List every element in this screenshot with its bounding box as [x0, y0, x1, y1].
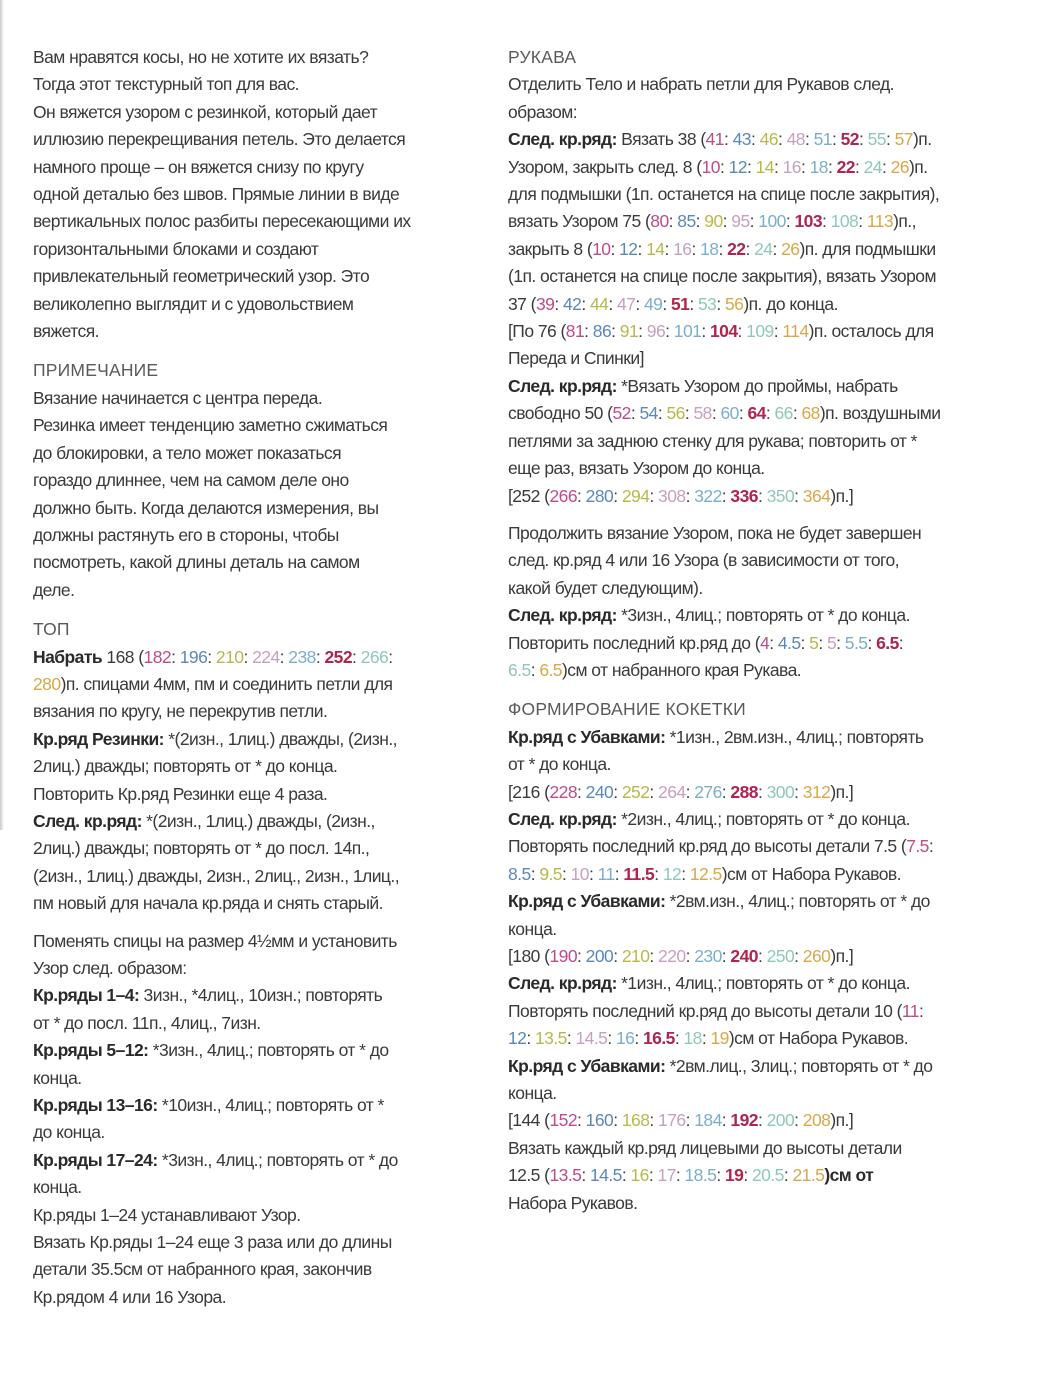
- text-line: Повторять последний кр.ряд до высоты детали 10 (11:: [508, 1000, 924, 1021]
- text-fragment: вязать Узором 75 (: [508, 211, 651, 232]
- text-fragment: )см от Набора Рукавов.: [728, 1028, 909, 1049]
- left-column: [33, 44, 491, 1311]
- text-line: [33, 982, 491, 1009]
- text-fragment: )п.,: [893, 211, 916, 232]
- size-value: 11: [597, 863, 615, 884]
- size-value: 200: [766, 1110, 795, 1131]
- text-line: (2изн., 1лиц.) дважды, 2изн., 2лиц., 2изн., 1лиц.,: [33, 865, 400, 886]
- text-fragment: )п.]: [830, 1110, 854, 1131]
- size-value: 8.5: [508, 863, 531, 884]
- text-line: свободно 50 (52: 54: 56: 58: 60: 64: 66: 68)п. воздушными: [508, 403, 941, 424]
- size-value: 14.5: [575, 1028, 608, 1049]
- text-line: Узором, закрыть след. 8 (10: 12: 14: 16: 18: 22: 24: 26)п.: [508, 156, 928, 177]
- text-fragment: закрыть 8 (: [508, 238, 593, 259]
- size-value: 12: [619, 238, 638, 259]
- text-line: от * до посл. 11п., 4лиц., 7изн.: [33, 1012, 261, 1033]
- size-value: 10: [701, 156, 720, 177]
- text-line: конца.: [508, 1083, 557, 1104]
- text-line: деле.: [33, 579, 75, 600]
- text-line: [508, 602, 1036, 629]
- text-line: [216 (228: 240: 252: 264: 276: 288: 300: 312)п.]: [508, 781, 854, 802]
- size-value: 42: [562, 293, 582, 314]
- size-value: 16: [673, 238, 692, 259]
- size-value: 21.5: [792, 1165, 825, 1186]
- size-value: 266: [549, 485, 578, 506]
- text-line: вертикальных полос разбиты пересекающими их: [33, 211, 411, 232]
- instruction-label: Кр.ряды 5–12:: [33, 1040, 149, 1061]
- instruction-label: След. кр.ряд:: [508, 605, 617, 626]
- size-value: 24: [754, 238, 773, 259]
- text-fragment: )п.]: [830, 485, 854, 506]
- size-value: 260: [802, 946, 831, 966]
- size-value: 39: [535, 293, 555, 314]
- text-fragment: *3изн., 4лиц.; повторять от * до: [157, 1149, 398, 1170]
- text-line: должны растянуть его в стороны, чтобы: [33, 524, 339, 545]
- text-line: образом:: [508, 101, 578, 122]
- size-value: 266: [360, 646, 389, 667]
- text-line: Поменять спицы на размер 4½мм и установить: [33, 930, 397, 951]
- text-line: [180 (190: 200: 210: 220: 230: 240: 250: 260)п.]: [508, 946, 854, 966]
- size-value: 322: [694, 485, 722, 506]
- size-value: 57: [894, 129, 913, 150]
- size-value: 52: [840, 129, 859, 150]
- text-fragment: )п.: [912, 129, 932, 150]
- size-value: 294: [621, 485, 650, 506]
- size-value: 280: [33, 673, 61, 694]
- text-line: Вязать Кр.ряды 1–24 еще 3 раза или до длины: [33, 1232, 392, 1253]
- text-line: иллюзию перекрещивания петель. Это делается: [33, 129, 406, 150]
- pattern-rows-paragraph: [33, 928, 491, 1312]
- text-fragment: Повторять последний кр.ряд до высоты детали 10 (: [508, 1000, 902, 1021]
- text-line: Повторять последний кр.ряд до высоты детали 7.5 (7.5:: [508, 836, 934, 857]
- text-line: детали 35.5см от набранного края, закончив: [33, 1259, 372, 1280]
- size-value: 168: [621, 1110, 650, 1131]
- size-value: 252: [621, 781, 650, 802]
- size-value: 336: [730, 485, 758, 506]
- size-value: 51: [813, 129, 832, 150]
- cast-on-paragraph: [33, 644, 491, 918]
- text-line: [По 76 (81: 86: 91: 96: 101: 104: 109: 114)п. осталось для: [508, 321, 934, 342]
- text-fragment: [По 76 (: [508, 321, 566, 342]
- size-value: 44: [589, 293, 609, 314]
- text-line: След. кр.ряд: Вязать 38 (41: 43: 46: 48: 51: 52: 55: 57)п.: [508, 129, 932, 150]
- size-value: 22: [836, 156, 855, 177]
- size-value: 108: [830, 211, 859, 232]
- text-line: одной деталью без швов. Прямые линии в виде: [33, 184, 400, 205]
- size-value: 52: [612, 403, 631, 424]
- size-value: 16: [782, 156, 801, 177]
- text-line: гораздо длиннее, чем на самом деле оно: [33, 470, 349, 491]
- size-value: 18: [683, 1028, 702, 1049]
- note-heading: ПРИМЕЧАНИЕ: [33, 360, 159, 381]
- text-line: Кр.ряды 1–24 устанавливают Узор.: [33, 1204, 301, 1225]
- text-fragment: *Вязать Узором до проймы, набрать: [616, 375, 898, 396]
- text-fragment: [252 (: [508, 485, 550, 506]
- size-value: 22: [727, 238, 746, 259]
- text-line: вязать Узором 75 (80: 85: 90: 95: 100: 103: 108: 113)п.,: [508, 211, 916, 232]
- text-line: 37 (39: 42: 44: 47: 49: 51: 53: 56)п. до конца.: [508, 293, 838, 314]
- text-line: привлекательный геометрический узор. Это: [33, 266, 370, 287]
- size-value: 81: [565, 321, 585, 342]
- text-line: до блокировки, а тело может показаться: [33, 442, 342, 463]
- size-value: 56: [666, 403, 685, 424]
- text-line: [508, 373, 1036, 400]
- size-value: 55: [867, 129, 886, 150]
- text-fragment: [144 (: [508, 1110, 550, 1131]
- text-line: след. кр.ряд 4 или 16 Узора (в зависимости от того,: [508, 550, 899, 571]
- size-value: 6.5: [508, 659, 531, 680]
- text-fragment: Повторять последний кр.ряд до высоты детали 7.5 (: [508, 836, 907, 857]
- size-value: 238: [288, 646, 316, 667]
- text-line: Отделить Тело и набрать петли для Рукавов след.: [508, 74, 894, 95]
- text-fragment: *1изн., 2вм.изн., 4лиц.; повторять: [665, 726, 924, 747]
- text-fragment: *(2изн., 1лиц.) дважды, (2изн.,: [163, 728, 397, 749]
- text-line: 12: 13.5: 14.5: 16: 16.5: 18: 19)см от Набора Рукавов.: [508, 1028, 909, 1049]
- text-line: от * до конца.: [508, 754, 611, 775]
- text-fragment: *3изн., 4лиц.; повторять от * до: [148, 1040, 389, 1061]
- size-value: 48: [786, 129, 805, 150]
- text-fragment: 12.5 (: [508, 1165, 550, 1186]
- text-line: пм новый для начала кр.ряда и снять старый.: [33, 893, 383, 914]
- size-value: 56: [724, 293, 744, 314]
- text-fragment: свободно 50 (: [508, 403, 613, 424]
- text-line: [33, 671, 491, 698]
- size-value: 196: [179, 646, 208, 667]
- text-line: 12.5 (13.5: 14.5: 16: 17: 18.5: 19: 20.5: 21.5)см от: [508, 1165, 874, 1186]
- text-fragment: [216 (: [508, 781, 550, 802]
- size-value: 58: [693, 403, 712, 424]
- text-line: великолепно выглядит и с удовольствием: [33, 293, 354, 314]
- size-value: 41: [705, 129, 724, 150]
- text-fragment: *10изн., 4лиц.; повторять от *: [157, 1095, 384, 1116]
- size-value: 20.5: [751, 1165, 784, 1186]
- size-value: 312: [802, 781, 831, 802]
- size-value: 14: [755, 156, 774, 177]
- text-fragment: )п.: [908, 156, 928, 177]
- text-fragment: *(2изн., 1лиц.) дважды, (2изн.,: [141, 810, 375, 831]
- text-line: Тогда этот текстурный топ для вас.: [33, 74, 299, 95]
- size-value: 152: [549, 1110, 578, 1131]
- text-line: конца.: [33, 1177, 82, 1198]
- text-line: 8.5: 9.5: 10: 11: 11.5: 12: 12.5)см от Набора Рукавов.: [508, 863, 901, 884]
- text-line: [33, 1092, 491, 1119]
- text-line: Повторить Кр.ряд Резинки еще 4 раза.: [33, 783, 328, 804]
- text-line: [33, 726, 491, 753]
- text-line: [508, 1053, 1036, 1080]
- text-line: Переда и Спинки]: [508, 348, 644, 369]
- text-line: [508, 970, 1036, 997]
- top-heading: ТОП: [33, 619, 70, 640]
- size-value: 90: [704, 211, 723, 232]
- page-edge-shadow: [0, 0, 4, 830]
- size-value: 68: [801, 403, 820, 424]
- size-value: 208: [802, 1110, 831, 1131]
- instruction-label: Кр.ряд с Убавками:: [508, 726, 666, 747]
- size-value: 19: [724, 1165, 744, 1186]
- text-line: Кр.рядом 4 или 16 Узора.: [33, 1286, 227, 1307]
- size-value: 18: [700, 238, 719, 259]
- size-value: 240: [730, 946, 758, 966]
- instruction-label: След. кр.ряд:: [508, 129, 617, 150]
- size-value: 230: [694, 946, 722, 966]
- yoke-heading: ФОРМИРОВАНИЕ КОКЕТКИ: [508, 699, 746, 720]
- text-fragment: )см от: [824, 1165, 874, 1186]
- size-value: 26: [890, 156, 909, 177]
- text-fragment: )п. воздушными: [819, 403, 941, 424]
- text-line: какой будет следующим).: [508, 577, 703, 598]
- size-value: 86: [592, 321, 612, 342]
- text-line: должно быть. Когда делаются измерения, вы: [33, 497, 379, 518]
- size-value: 210: [621, 946, 650, 966]
- size-value: 96: [646, 321, 666, 342]
- text-fragment: *2изн., 4лиц.; повторять от * до конца.: [616, 808, 910, 829]
- size-value: 5.5: [844, 632, 868, 653]
- text-line: [144 (152: 160: 168: 176: 184: 192: 200: 208)п.]: [508, 1110, 854, 1131]
- text-line: петлями за заднюю стенку для рукава; повторить от *: [508, 430, 917, 451]
- size-value: 12: [728, 156, 747, 177]
- right-column: [508, 44, 1036, 1217]
- size-value: 14.5: [589, 1165, 622, 1186]
- text-line: конца.: [33, 1067, 82, 1088]
- size-value: 43: [732, 129, 751, 150]
- instruction-label: След. кр.ряд:: [508, 375, 617, 396]
- text-line: 2лиц.) дважды; повторять от * до конца.: [33, 756, 338, 777]
- size-value: 16: [616, 1028, 635, 1049]
- size-value: 288: [730, 781, 758, 802]
- size-value: 19: [710, 1028, 729, 1049]
- instruction-label: Кр.ряд Резинки:: [33, 728, 164, 749]
- size-value: 11.5: [623, 863, 655, 884]
- sleeves-heading: РУКАВА: [508, 47, 577, 67]
- text-fragment: 3изн., *4лиц., 10изн.; повторять: [139, 985, 383, 1006]
- size-value: 224: [252, 646, 280, 667]
- text-line: Набора Рукавов.: [508, 1192, 638, 1213]
- text-line: [33, 1037, 491, 1064]
- text-fragment: 37 (: [508, 293, 536, 314]
- size-value: 11: [901, 1000, 919, 1021]
- text-line: конца.: [508, 918, 557, 939]
- text-fragment: *3изн., 4лиц.; повторять от * до конца.: [616, 605, 910, 626]
- size-value: 276: [694, 781, 722, 802]
- size-value: 114: [782, 321, 809, 342]
- text-line: [508, 888, 1036, 915]
- text-fragment: )п. до конца.: [743, 293, 838, 314]
- size-value: 113: [866, 211, 894, 232]
- intro-paragraph: [33, 44, 491, 345]
- size-value: 6.5: [539, 659, 562, 680]
- instruction-label: Кр.ряды 17–24:: [33, 1149, 158, 1170]
- size-value: 4: [760, 632, 770, 653]
- size-value: 5: [809, 632, 819, 653]
- text-line: Резинка имеет тенденцию заметно сжиматься: [33, 415, 388, 436]
- size-value: 176: [658, 1110, 686, 1131]
- size-value: 10: [592, 238, 611, 259]
- text-fragment: )см от набранного края Рукава.: [562, 659, 802, 680]
- size-value: 228: [549, 781, 578, 802]
- text-line: [33, 1147, 491, 1174]
- text-line: еще раз, вязать Узором до конца.: [508, 458, 765, 479]
- text-line: до конца.: [33, 1122, 105, 1143]
- instruction-label: Кр.ряды 1–4:: [33, 985, 140, 1006]
- text-line: [508, 724, 1036, 751]
- size-value: 66: [774, 403, 793, 424]
- size-value: 4.5: [777, 632, 801, 653]
- size-value: 7.5: [906, 836, 929, 857]
- size-value: 101: [673, 321, 702, 342]
- size-value: 47: [616, 293, 636, 314]
- size-value: 308: [658, 485, 686, 506]
- text-line: [33, 808, 491, 835]
- size-value: 54: [639, 403, 658, 424]
- size-value: 85: [677, 211, 696, 232]
- size-value: 16.5: [643, 1028, 675, 1049]
- text-line: Вязать каждый кр.ряд лицевыми до высоты детали: [508, 1137, 902, 1158]
- size-value: 240: [585, 781, 614, 802]
- instruction-label: Кр.ряд с Убавками:: [508, 891, 666, 912]
- size-value: 24: [863, 156, 882, 177]
- size-value: 9.5: [539, 863, 562, 884]
- size-value: 91: [619, 321, 639, 342]
- text-fragment: Узором, закрыть след. 8 (: [508, 156, 702, 177]
- text-line: вяжется.: [33, 321, 99, 342]
- size-value: 14: [646, 238, 665, 259]
- size-value: 184: [694, 1110, 722, 1131]
- text-line: намного проще – он вяжется снизу по кругу: [33, 156, 364, 177]
- text-line: закрыть 8 (10: 12: 14: 16: 18: 22: 24: 26)п. для подмышки: [508, 238, 936, 259]
- size-value: 51: [670, 293, 690, 314]
- size-value: 12: [662, 863, 682, 884]
- size-value: 60: [720, 403, 739, 424]
- size-value: 109: [746, 321, 774, 342]
- text-fragment: )см от Набора Рукавов.: [721, 863, 901, 884]
- text-line: Вязание начинается с центра переда.: [33, 387, 323, 408]
- size-value: 100: [758, 211, 786, 232]
- text-fragment: [180 (: [508, 946, 550, 966]
- text-line: посмотреть, какой длины деталь на самом: [33, 552, 360, 573]
- size-value: 13.5: [535, 1028, 567, 1049]
- size-value: 26: [781, 238, 800, 259]
- instruction-label: Кр.ряд с Убавками:: [508, 1055, 666, 1076]
- text-line: (1п. останется на спице после закрытия), вязать Узором: [508, 266, 936, 287]
- size-value: 350: [766, 485, 795, 506]
- size-value: 103: [794, 211, 823, 232]
- text-fragment: )п. осталось для: [808, 321, 934, 342]
- text-fragment: Повторить последний кр.ряд до (: [508, 632, 761, 653]
- size-value: 18.5: [684, 1165, 717, 1186]
- size-value: 6.5: [876, 632, 899, 653]
- size-value: 5: [826, 632, 837, 653]
- text-fragment: )п. спицами 4мм, пм и соединить петли для: [60, 673, 393, 694]
- size-value: 17: [657, 1165, 676, 1186]
- instruction-label: След. кр.ряд:: [33, 810, 142, 831]
- size-value: 95: [731, 211, 750, 232]
- size-value: 182: [143, 646, 172, 667]
- size-value: 12: [508, 1028, 527, 1049]
- size-value: 190: [549, 946, 578, 966]
- stitch-count: 168 (: [106, 646, 144, 667]
- text-line: вязания по кругу, не перекрутив петли.: [33, 701, 328, 722]
- instruction-label: Кр.ряды 13–16:: [33, 1095, 158, 1116]
- size-value: 250: [766, 946, 795, 966]
- size-value: 10: [570, 863, 589, 884]
- size-value: 12.5: [689, 863, 722, 884]
- text-fragment: *1изн., 4лиц.; повторять от * до конца.: [616, 973, 910, 994]
- size-value: 264: [658, 781, 686, 802]
- text-fragment: Вязать 38 (: [616, 129, 706, 150]
- size-value: 220: [658, 946, 686, 966]
- text-line: Продолжить вязание Узором, пока не будет завершен: [508, 522, 922, 543]
- text-line: горизонтальными блоками и создают: [33, 238, 319, 259]
- text-line: Узор след. образом:: [33, 958, 187, 978]
- text-line: [252 (266: 280: 294: 308: 322: 336: 350: 364)п.]: [508, 485, 854, 506]
- size-value: 16: [630, 1165, 649, 1186]
- text-fragment: )п. для подмышки: [799, 238, 936, 259]
- text-line: Он вяжется узором с резинкой, который дает: [33, 101, 378, 122]
- text-fragment: )п.]: [830, 946, 854, 966]
- size-value: 49: [643, 293, 663, 314]
- size-value: 160: [585, 1110, 614, 1131]
- text-fragment: *2вм.изн., 4лиц.; повторять от * до: [665, 891, 930, 912]
- size-value: 252: [324, 646, 353, 667]
- instruction-label: Набрать: [33, 646, 103, 667]
- instruction-label: След. кр.ряд:: [508, 973, 617, 994]
- text-fragment: *2вм.лиц., 3лиц.; повторять от * до: [665, 1055, 933, 1076]
- text-line: 6.5: 6.5)см от набранного края Рукава.: [508, 659, 802, 680]
- text-line: [508, 806, 1036, 833]
- size-value: 192: [730, 1110, 758, 1131]
- text-line: Набрать 168 (182: 196: 210: 224: 238: 252: 266:: [33, 646, 393, 667]
- size-value: 53: [697, 293, 717, 314]
- size-value: 46: [759, 129, 778, 150]
- text-line: Повторить последний кр.ряд до (4: 4.5: 5: 5: 5.5: 6.5:: [508, 632, 904, 653]
- size-value: 210: [215, 646, 244, 667]
- note-paragraph: [33, 385, 491, 604]
- size-value: 280: [585, 485, 614, 506]
- instruction-label: След. кр.ряд:: [508, 808, 617, 829]
- size-value: 200: [585, 946, 614, 966]
- text-line: 2лиц.) дважды; повторять от * до посл. 14п.,: [33, 838, 370, 859]
- size-value: 18: [809, 156, 828, 177]
- text-line: Вам нравятся косы, но не хотите их вязать?: [33, 47, 369, 67]
- size-value: 300: [766, 781, 795, 802]
- size-value: 64: [747, 403, 766, 424]
- text-fragment: )п.]: [830, 781, 854, 802]
- size-value: 104: [709, 321, 738, 342]
- size-value: 80: [650, 211, 669, 232]
- size-value: 13.5: [549, 1165, 582, 1186]
- text-line: для подмышки (1п. останется на спице после закрытия),: [508, 184, 940, 205]
- size-value: 364: [802, 485, 831, 506]
